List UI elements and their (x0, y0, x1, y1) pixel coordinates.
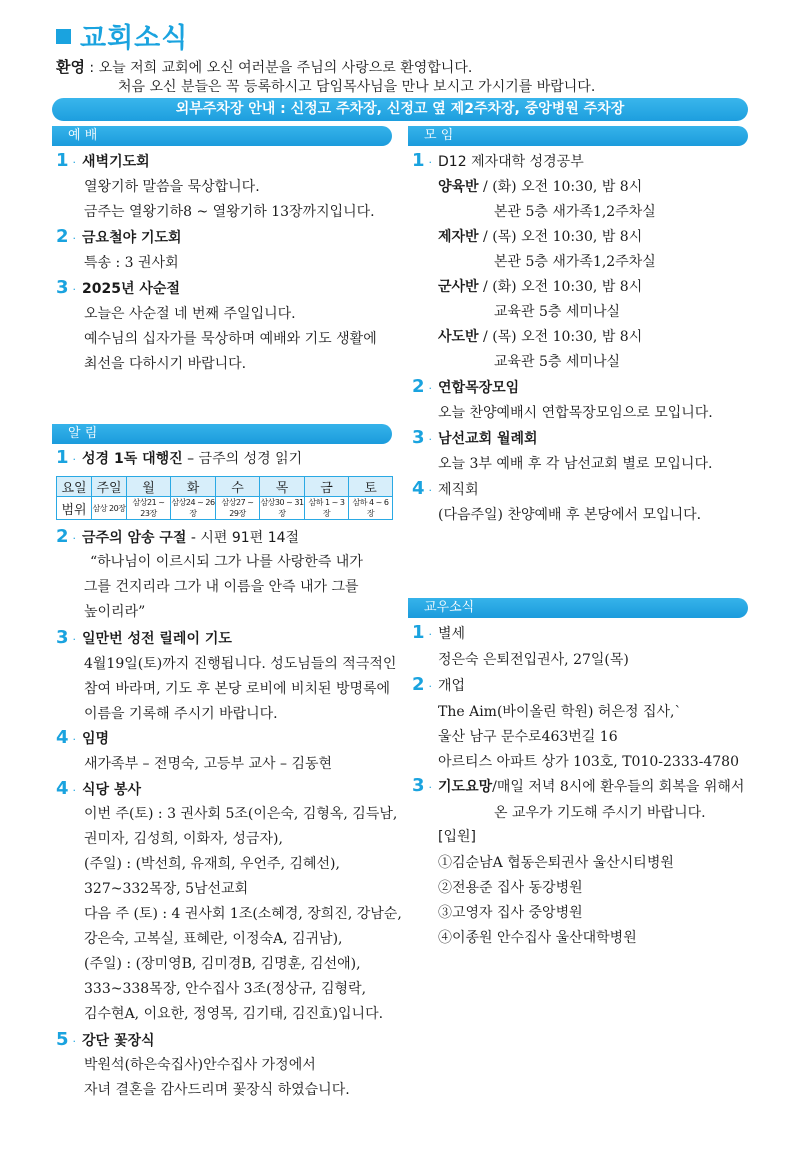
worship-item-1: 1 · 새벽기도회 (56, 150, 150, 171)
item-suffix: /매일 저녁 8시에 환우들의 회복을 위해서 (492, 779, 745, 795)
body-line: 울산 남구 문수로463번길 16 (438, 729, 618, 745)
notices-heading: 알 림 (52, 424, 392, 444)
body-line: 333~338목장, 안수집사 3조(정상규, 김형락, (84, 981, 367, 997)
page-title: 교회소식 (80, 23, 189, 54)
class-line (438, 180, 642, 194)
item-number: 1 (56, 447, 69, 468)
item-title: 별세 (438, 626, 466, 642)
bible-reading-table (56, 476, 393, 520)
body-line: 오늘은 사순절 네 번째 주일입니다. (84, 306, 296, 322)
item-suffix: – 금주의 성경 읽기 (182, 451, 303, 467)
member-item-2: 2 · 개업 (412, 674, 466, 695)
table-cell: 삼상30 ~ 31장 (260, 498, 304, 518)
item-title: 개업 (438, 678, 466, 694)
item-title: 금주의 암송 구절 (82, 530, 187, 546)
table-cell: 삼상24 ~ 26장 (171, 498, 215, 518)
body-line: 4월19일(토)까지 진행됩니다. 성도님들의 적극적인 (84, 656, 397, 672)
class-time: / (목) 오전 10:30, 밤 8시 (478, 329, 643, 345)
body-line: 오늘 3부 예배 후 각 남선교회 별로 모입니다. (438, 456, 713, 472)
item-number: 2 (56, 526, 69, 547)
item-number: 1 (56, 150, 69, 171)
notice-item-5: 4 · 식당 봉사 (56, 778, 142, 799)
class-place: 본관 5층 새가족1,2주차실 (494, 204, 656, 220)
class-line (438, 230, 642, 244)
table-cell: 삼상 20장 (92, 497, 127, 520)
body-line: 강은숙, 고복실, 표혜란, 이정숙A, 김귀남), (84, 931, 343, 947)
body-line: 새가족부 – 전명숙, 고등부 교사 – 김동현 (84, 756, 333, 772)
class-time: / (화) 오전 10:30, 밤 8시 (478, 279, 643, 295)
class-name: 양육반 (438, 179, 479, 195)
item-number: 3 (56, 627, 69, 648)
body-line: 김수현A, 이요한, 정영목, 김기태, 김진효)입니다. (84, 1006, 384, 1022)
body-line: 예수님의 십자가를 묵상하며 예배와 기도 생활에 (84, 331, 377, 347)
item-suffix: - 시편 91편 14절 (186, 530, 300, 546)
body-line: The Aim(바이올린 학원) 허은정 집사,` (438, 704, 682, 720)
class-name: 제자반 (438, 229, 479, 245)
member-item-1: 1 · 별세 (412, 622, 466, 643)
body-line: 권미자, 김성희, 이화자, 성금자), (84, 831, 283, 847)
table-header: 금 (305, 477, 349, 497)
body-line: 아르티스 아파트 상가 103호, T010-2333-4780 (438, 754, 739, 770)
table-header-row (57, 477, 393, 497)
table-header: 요일 (57, 477, 92, 497)
table-header: 토 (349, 477, 393, 497)
notice-item-1: 1 · 성경 1독 대행진 – 금주의 성경 읽기 (56, 447, 303, 468)
hospital-label: [입원] (438, 829, 476, 845)
body-line: 참여 바라며, 기도 후 본당 로비에 비치된 방명록에 (84, 681, 391, 697)
item-title: 성경 1독 대행진 (82, 451, 183, 467)
body-line: 자녀 결혼을 감사드리며 꽃장식 하였습니다. (84, 1082, 350, 1098)
item-title: 새벽기도회 (82, 154, 150, 170)
table-cell: 삼상21 ~ 23장 (127, 497, 171, 520)
item-number: 1 (412, 622, 425, 643)
meeting-item-1: 1 · D12 제자대학 성경공부 (412, 150, 584, 171)
notice-item-6: 5 · 강단 꽃장식 (56, 1029, 155, 1050)
item-number: 1 (412, 150, 425, 171)
body-line: 그를 건지리라 그가 내 이름을 안즉 내가 그를 (84, 579, 359, 595)
table-header: 목 (260, 477, 305, 497)
body-line: (주일) : (장미영B, 김미경B, 김명훈, 김선애), (84, 956, 361, 972)
item-number: 3 (56, 277, 69, 298)
item-title: 일만번 성전 릴레이 기도 (82, 631, 232, 647)
hospital-entry: ③고영자 집사 중앙병원 (438, 905, 583, 921)
item-title: 금요철야 기도회 (82, 230, 182, 246)
body-line: 특송 : 3 권사회 (84, 255, 179, 271)
item-title: 기도요망 (438, 779, 493, 795)
member-item-3: 3 · 기도요망/매일 저녁 8시에 환우들의 회복을 위해서 (412, 775, 745, 796)
body-line: 327~332목장, 5남선교회 (84, 881, 249, 897)
item-number: 4 (56, 778, 69, 799)
class-time: / (목) 오전 10:30, 밤 8시 (478, 229, 643, 245)
title-square-icon (56, 29, 71, 44)
item-title: 식당 봉사 (82, 782, 142, 798)
body-line: 정은숙 은퇴전입권사, 27일(목) (438, 652, 629, 668)
meeting-item-4: 4 · 제직회 (412, 478, 479, 499)
item-number: 3 (412, 427, 425, 448)
body-line: 다음 주 (토) : 4 권사회 1조(소혜경, 장희진, 강남순, (84, 906, 402, 922)
welcome-label: 환영 (56, 58, 85, 76)
body-line: (다음주일) 찬양예배 후 본당에서 모입니다. (438, 507, 702, 523)
item-title: 제직회 (438, 482, 479, 498)
item-number: 5 (56, 1029, 69, 1050)
body-line: 온 교우가 기도해 주시기 바랍니다. (494, 805, 706, 821)
item-title: 연합목장모임 (438, 380, 520, 396)
class-name: 군사반 (438, 279, 479, 295)
body-line: 열왕기하 말씀을 묵상합니다. (84, 179, 260, 195)
hospital-entry: ②전용준 집사 동강병원 (438, 880, 583, 896)
class-place: 교육관 5층 세미나실 (494, 304, 620, 320)
class-place: 본관 5층 새가족1,2주차실 (494, 254, 656, 270)
body-line: 이번 주(토) : 3 권사회 5조(이은숙, 김형옥, 김득남, (84, 806, 398, 822)
meetings-heading: 모 임 (408, 126, 748, 146)
item-number: 4 (56, 727, 69, 748)
parking-banner: 외부주차장 안내 : 신정고 주차장, 신정고 옆 제2주차장, 중앙병원 주차장 (52, 98, 748, 121)
table-header: 화 (171, 477, 216, 497)
body-line: 오늘 찬양예배시 연합목장모임으로 모입니다. (438, 405, 713, 421)
body-line: 높이리라” (84, 604, 146, 620)
table-header: 주일 (92, 477, 127, 497)
notice-item-3: 3 · 일만번 성전 릴레이 기도 (56, 627, 232, 648)
worship-heading: 예 배 (52, 126, 392, 146)
welcome-text-1: : 오늘 저희 교회에 오신 여러분을 주님의 사랑으로 환영합니다. (84, 60, 473, 76)
class-line (438, 330, 642, 344)
item-number: 2 (56, 226, 69, 247)
item-number: 3 (412, 775, 425, 796)
class-place: 교육관 5층 세미나실 (494, 354, 620, 370)
item-title: 2025년 사순절 (82, 281, 180, 297)
item-title: 강단 꽃장식 (82, 1033, 155, 1049)
class-name: 사도반 (438, 329, 479, 345)
meeting-item-3: 3 · 남선교회 월례회 (412, 427, 538, 448)
worship-item-3: 3 · 2025년 사순절 (56, 277, 180, 298)
body-line: (주일) : (박선희, 유재희, 우언주, 김혜선), (84, 856, 340, 872)
members-heading: 교우소식 (408, 598, 748, 618)
welcome-line-1 (56, 56, 472, 77)
notice-item-4: 4 · 임명 (56, 727, 110, 748)
welcome-line-2: 처음 오신 분들은 꼭 등록하시고 담임목사님을 만나 보시고 가시기를 바랍니다. (118, 79, 596, 95)
worship-item-2: 2 · 금요철야 기도회 (56, 226, 182, 247)
body-line: “하나님이 이르시되 그가 나를 사랑한즉 내가 (90, 554, 363, 570)
class-line (438, 280, 642, 294)
table-cell: 삼상27 ~ 29장 (216, 497, 260, 520)
item-title: 남선교회 월례회 (438, 431, 538, 447)
table-cell: 삼하 1 ~ 3장 (305, 497, 349, 520)
body-line: 금주는 열왕기하8 ~ 열왕기하 13장까지입니다. (84, 204, 375, 220)
item-title: 임명 (82, 731, 110, 747)
class-time: / (화) 오전 10:30, 밤 8시 (478, 179, 643, 195)
body-line: 이름을 기록해 주시기 바랍니다. (84, 706, 278, 722)
table-header: 월 (127, 477, 171, 497)
hospital-entry: ①김순남A 협동은퇴권사 울산시티병원 (438, 855, 674, 871)
item-title: D12 제자대학 성경공부 (438, 154, 584, 170)
item-number: 2 (412, 376, 425, 397)
item-number: 2 (412, 674, 425, 695)
body-line: 박원석(하은숙집사)안수집사 가정에서 (84, 1057, 316, 1073)
body-line: 최선을 다하시기 바랍니다. (84, 356, 247, 372)
item-number: 4 (412, 478, 425, 499)
table-row (57, 497, 393, 520)
table-row-label: 범위 (57, 497, 92, 520)
table-header: 수 (216, 477, 260, 497)
table-cell: 삼하 4 ~ 6장 (349, 497, 393, 520)
meeting-item-2: 2 · 연합목장모임 (412, 376, 520, 397)
hospital-entry: ④이종원 안수집사 울산대학병원 (438, 930, 637, 946)
notice-item-2: 2 · 금주의 암송 구절 - 시편 91편 14절 (56, 526, 300, 547)
